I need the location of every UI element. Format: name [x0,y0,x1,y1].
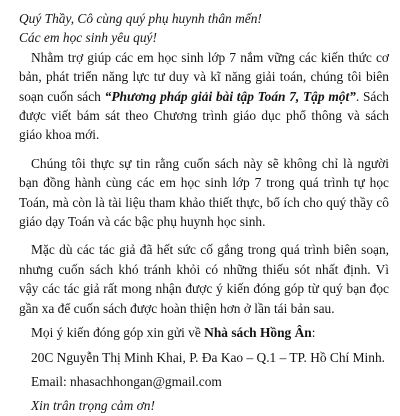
publisher-address: 20C Nguyễn Thị Minh Khai, P. Đa Kao – Q.1 – TP. Hồ Chí Minh. [31,349,385,365]
greeting-teachers-parents: Quý Thầy, Cô cùng quý phụ huynh thân mến! [19,11,262,26]
paragraph-purpose [19,48,389,145]
paragraph-companion: Chúng tôi thực sự tin rằng cuốn sách này sẽ không chỉ là người bạn đồng hành cùng các em học sinh lớp 7 trong quá trình tự học Toán, mà còn là tài liệu tham khảo thiết thực, bổ ích cho quý thầy cô giáo dạy Toán và các bậc phụ huynh học sinh. [19,155,389,230]
greeting-students: Các em học sinh yêu quý! [19,30,157,46]
paragraph-feedback-request: Mặc dù các tác giả đã hết sức cố gắng trong quá trình biên soạn, nhưng cuốn sách khó tránh khỏi có những thiếu sót nhất định. Vì vậy các tác giả rất mong nhận được ý kiến đóng góp từ quý bạn đọc gần xa để cuốn sách được hoàn thiện hơn ở lần tái bản sau. [19,242,389,316]
contact-intro-text: Mọi ý kiến đóng góp xin gửi về [31,325,205,341]
closing-thanks: Xin trân trọng cảm ơn! [31,398,155,414]
contact-intro [19,323,389,342]
publisher-name: Nhà sách Hồng Ân [204,325,312,341]
paragraph-purpose-end: . Sách được viết bám sát theo Chương trình giáo dục phổ thông và sách giáo khoa mới. [19,88,389,143]
publisher-email: Email: nhasachhongan@gmail.com [31,373,222,389]
book-title: “Phương pháp giải bài tập Toán 7, Tập một” [104,88,356,104]
paragraph-purpose-intro: Nhằm trợ giúp các em học sinh lớp 7 nắm vững các kiến thức cơ bản, phát triển năng lực tư duy và kĩ năng giải toán, chúng tôi biên soạn cuốn sách [19,49,389,104]
contact-intro-colon: : [311,325,316,341]
